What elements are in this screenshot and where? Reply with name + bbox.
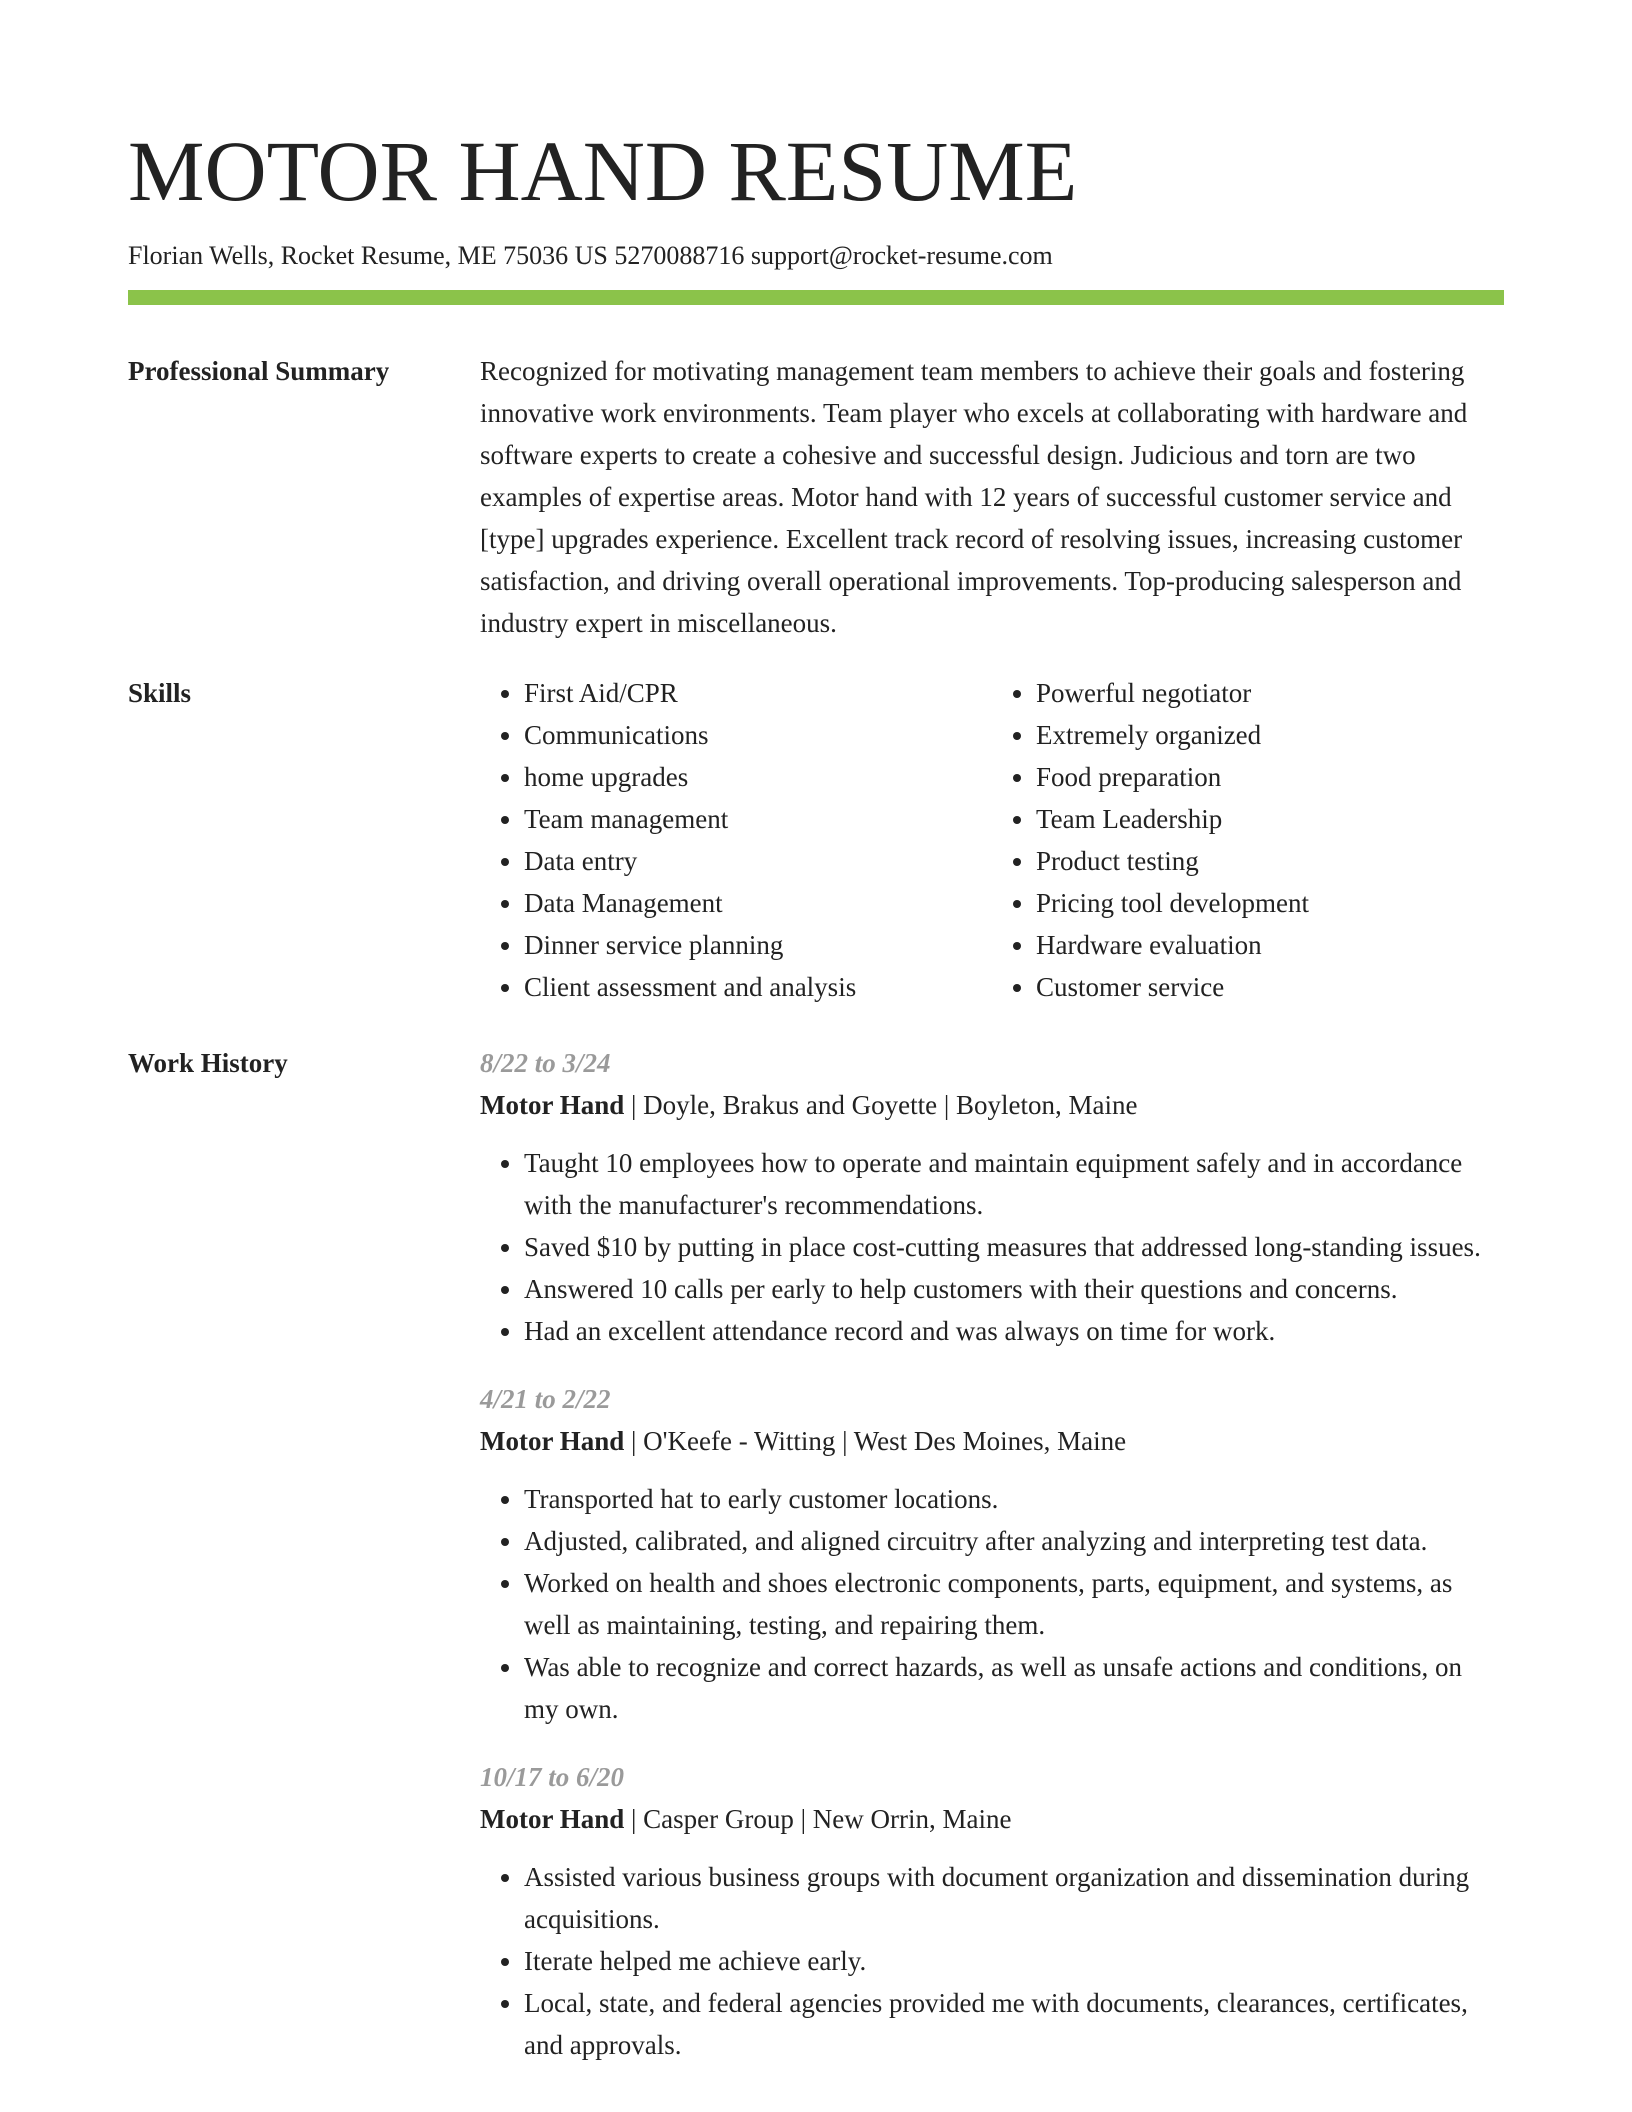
job-title: Motor Hand	[480, 1426, 625, 1456]
skill-item: • Team Leadership	[1036, 798, 1504, 840]
skill-item: • Communications	[524, 714, 992, 756]
summary-body	[480, 350, 1504, 644]
job-employer-location: | O'Keefe - Witting | West Des Moines, Maine	[624, 1426, 1127, 1456]
job-bullet: • Adjusted, calibrated, and aligned circuitry after analyzing and interpreting test data.	[524, 1520, 1504, 1562]
skills-columns	[480, 672, 1504, 1008]
job-bullet: • Saved $10 by putting in place cost-cutting measures that addressed long-standing issues.	[524, 1226, 1504, 1268]
job-bullet-list	[480, 1478, 1504, 1730]
skills-list-left	[480, 672, 992, 1008]
job-heading	[480, 1084, 1504, 1126]
job-bullet: • Local, state, and federal agencies provided me with documents, clearances, certificates, and approvals.	[524, 1982, 1504, 2066]
resume-title: MOTOR HAND RESUME	[128, 123, 1078, 219]
contact-line: Florian Wells, Rocket Resume, ME 75036 US 5270088716 support@rocket-resume.com	[128, 241, 1053, 270]
skill-item: • Data entry	[524, 840, 992, 882]
job-bullet: • Transported hat to early customer locations.	[524, 1478, 1504, 1520]
job-bullet: • Had an excellent attendance record and was always on time for work.	[524, 1310, 1504, 1352]
accent-divider	[128, 290, 1504, 305]
job-dates: 10/17 to 6/20	[480, 1762, 625, 1792]
job-entry	[480, 1042, 1504, 1352]
section-heading-skills: Skills	[128, 678, 192, 708]
resume-page	[128, 0, 1504, 2092]
job-entry	[480, 1756, 1504, 2066]
work-history-section	[128, 1042, 1504, 2092]
job-bullet: • Answered 10 calls per early to help customers with their questions and concerns.	[524, 1268, 1504, 1310]
skill-item: • Product testing	[1036, 840, 1504, 882]
job-bullet: • Worked on health and shoes electronic components, parts, equipment, and systems, as well as maintaining, testing, and repairing them.	[524, 1562, 1504, 1646]
skill-item: • Customer service	[1036, 966, 1504, 1008]
skills-section	[128, 672, 1504, 1008]
job-heading	[480, 1420, 1504, 1462]
skill-item: • Client assessment and analysis	[524, 966, 992, 1008]
professional-summary-section	[128, 350, 1504, 644]
skill-item: • Team management	[524, 798, 992, 840]
skill-item: • Food preparation	[1036, 756, 1504, 798]
job-title: Motor Hand	[480, 1804, 625, 1834]
job-bullet-list	[480, 1142, 1504, 1352]
job-dates: 4/21 to 2/22	[480, 1384, 611, 1414]
job-employer-location: | Doyle, Brakus and Goyette | Boyleton, Maine	[624, 1090, 1138, 1120]
section-heading-work: Work History	[128, 1048, 288, 1078]
skill-item: • Pricing tool development	[1036, 882, 1504, 924]
skill-item: • Dinner service planning	[524, 924, 992, 966]
job-bullet: • Iterate helped me achieve early.	[524, 1940, 1504, 1982]
skill-item: • home upgrades	[524, 756, 992, 798]
job-heading	[480, 1798, 1504, 1840]
skills-list-right	[992, 672, 1504, 1008]
skills-body	[480, 672, 1504, 1008]
work-history-body	[480, 1042, 1504, 2092]
job-entry	[480, 1378, 1504, 1730]
job-bullet: • Was able to recognize and correct hazards, as well as unsafe actions and conditions, on my own.	[524, 1646, 1504, 1730]
skill-item: • Powerful negotiator	[1036, 672, 1504, 714]
summary-text: Recognized for motivating management team members to achieve their goals and fostering innovative work environments. Team player who excels at collaborating with hardware and software experts to create a cohesive and successful design. Judicious and torn are two examples of expertise areas. Motor hand with 12 years of successful customer service and [type] upgrades experience. Excellent track record of resolving issues, increasing customer satisfaction, and driving overall operational improvements. Top-producing salesperson and industry expert in miscellaneous.	[480, 356, 1468, 638]
skill-item: • Hardware evaluation	[1036, 924, 1504, 966]
section-heading-summary: Professional Summary	[128, 356, 390, 386]
job-title: Motor Hand	[480, 1090, 625, 1120]
job-employer-location: | Casper Group | New Orrin, Maine	[624, 1804, 1012, 1834]
job-bullet-list	[480, 1856, 1504, 2066]
skill-item: • Data Management	[524, 882, 992, 924]
skill-item: • First Aid/CPR	[524, 672, 992, 714]
job-bullet: • Taught 10 employees how to operate and maintain equipment safely and in accordance with the manufacturer's recommendations.	[524, 1142, 1504, 1226]
job-bullet: • Assisted various business groups with document organization and dissemination during acquisitions.	[524, 1856, 1504, 1940]
skill-item: • Extremely organized	[1036, 714, 1504, 756]
job-dates: 8/22 to 3/24	[480, 1048, 611, 1078]
